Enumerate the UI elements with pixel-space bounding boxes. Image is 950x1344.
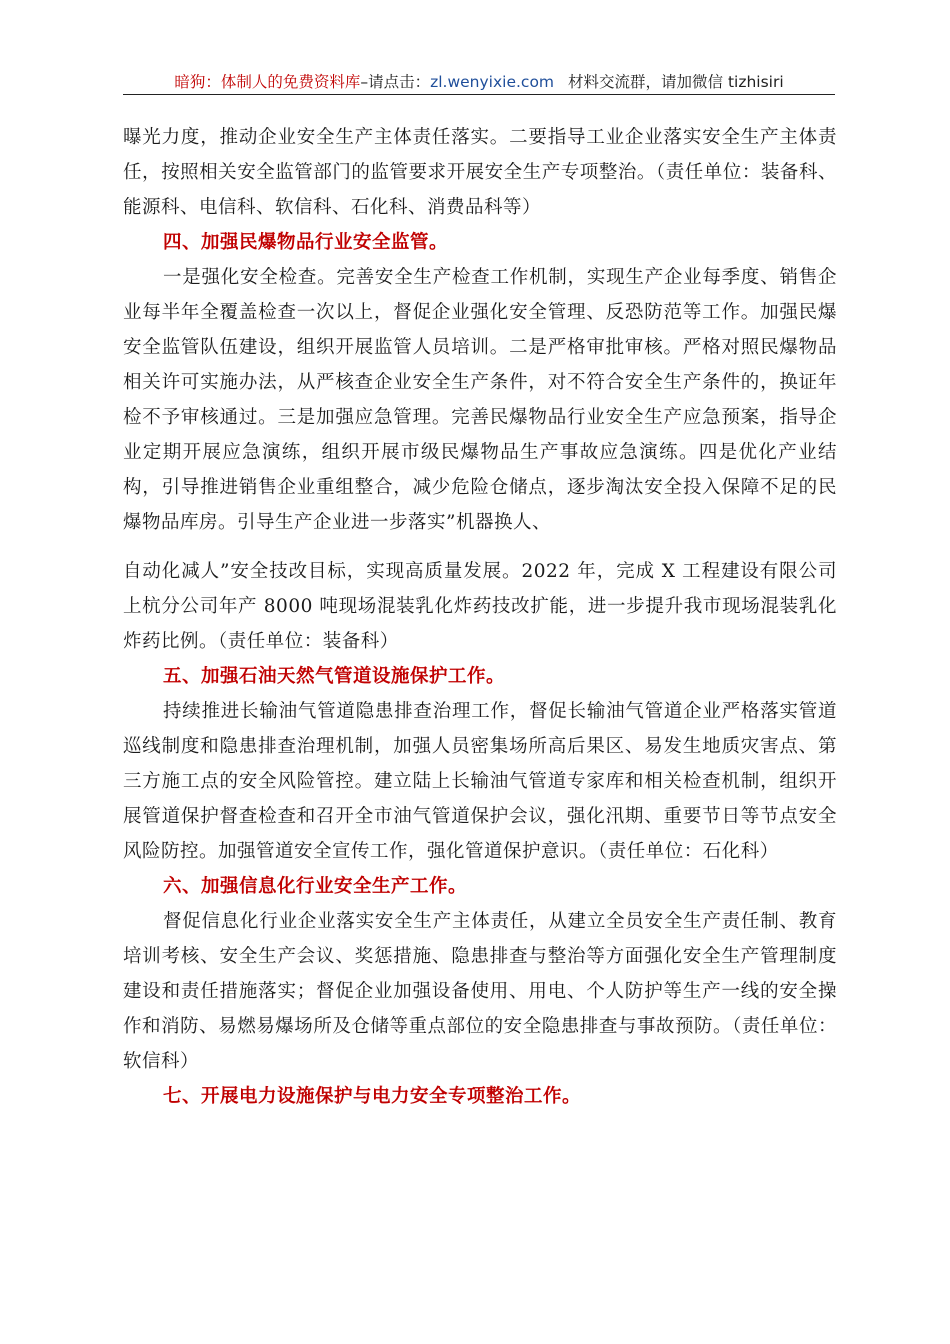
section-5-paragraph: 持续推进长输油气管道隐患排查治理工作，督促长输油气管道企业严格落实管道巡线制度和隐患排查治理机制，加强人员密集场所高后果区、易发生地质灾害点、第三方施工点的安全风险管控。建立陆上长输油气管道专家库和相关检查机制，组织开展管道保护督查检查和召开全市油气管道保护会议，强化汛期、重要节日等节点安全风险防控。加强管道安全宣传工作，强化管道保护意识。（责任单位：石化科） [123, 701, 837, 862]
section-4-paragraph-b: 自动化减人”安全技改目标，实现高质量发展。2022 年，完成 X 工程建设有限公司上杭分公司年产 8000 吨现场混装乳化炸药技改扩能，进一步提升我市现场混装乳化炸药比例。（责任单位：装备科） [123, 561, 837, 652]
section-4-paragraph-a: 一是强化安全检查。完善安全生产检查工作机制，实现生产企业每季度、销售企业每半年全覆盖检查一次以上，督促企业强化安全管理、反恐防范等工作。加强民爆安全监管队伍建设，组织开展监管人员培训。二是严格审批审核。严格对照民爆物品相关许可实施办法，从严核查企业安全生产条件，对不符合安全生产条件的，换证年检不予审核通过。三是加强应急管理。完善民爆物品行业安全生产应急预案，指导企业定期开展应急演练，组织开展市级民爆物品生产事故应急演练。四是优化产业结构，引导推进销售企业重组整合，减少危险仓储点，逐步淘汰安全投入保障不足的民爆物品库房。引导生产企业进一步落实”机器换人、 [123, 267, 837, 533]
header-wechat: 材料交流群，请加微信 tizhisiri [568, 73, 784, 91]
header-link[interactable]: zl.wenyixie.com [430, 73, 555, 91]
intro-paragraph: 曝光力度，推动企业安全生产主体责任落实。二要指导工业企业落实安全生产主体责任，按照相关安全监管部门的监管要求开展安全生产专项整治。（责任单位：装备科、能源科、电信科、软信科、石化科、消费品科等） [123, 127, 837, 218]
section-6-heading: 六、加强信息化行业安全生产工作。 [163, 876, 468, 897]
section-7-heading: 七、开展电力设施保护与电力安全专项整治工作。 [163, 1086, 582, 1107]
header-click-prefix: –请点击： [360, 73, 431, 91]
header-brand: 暗狗：体制人的免费资料库 [174, 73, 361, 91]
page-header [123, 60, 835, 95]
section-4-heading: 四、加强民爆物品行业安全监管。 [163, 232, 449, 253]
section-5-heading: 五、加强石油天然气管道设施保护工作。 [163, 666, 506, 687]
section-6-paragraph: 督促信息化行业企业落实安全生产主体责任，从建立全员安全生产责任制、教育培训考核、安全生产会议、奖惩措施、隐患排查与整治等方面强化安全生产管理制度建设和责任措施落实；督促企业加强设备使用、用电、个人防护等生产一线的安全操作和消防、易燃易爆场所及仓储等重点部位的安全隐患排查与事故预防。（责任单位：软信科） [123, 911, 837, 1072]
document-body [123, 120, 837, 1114]
